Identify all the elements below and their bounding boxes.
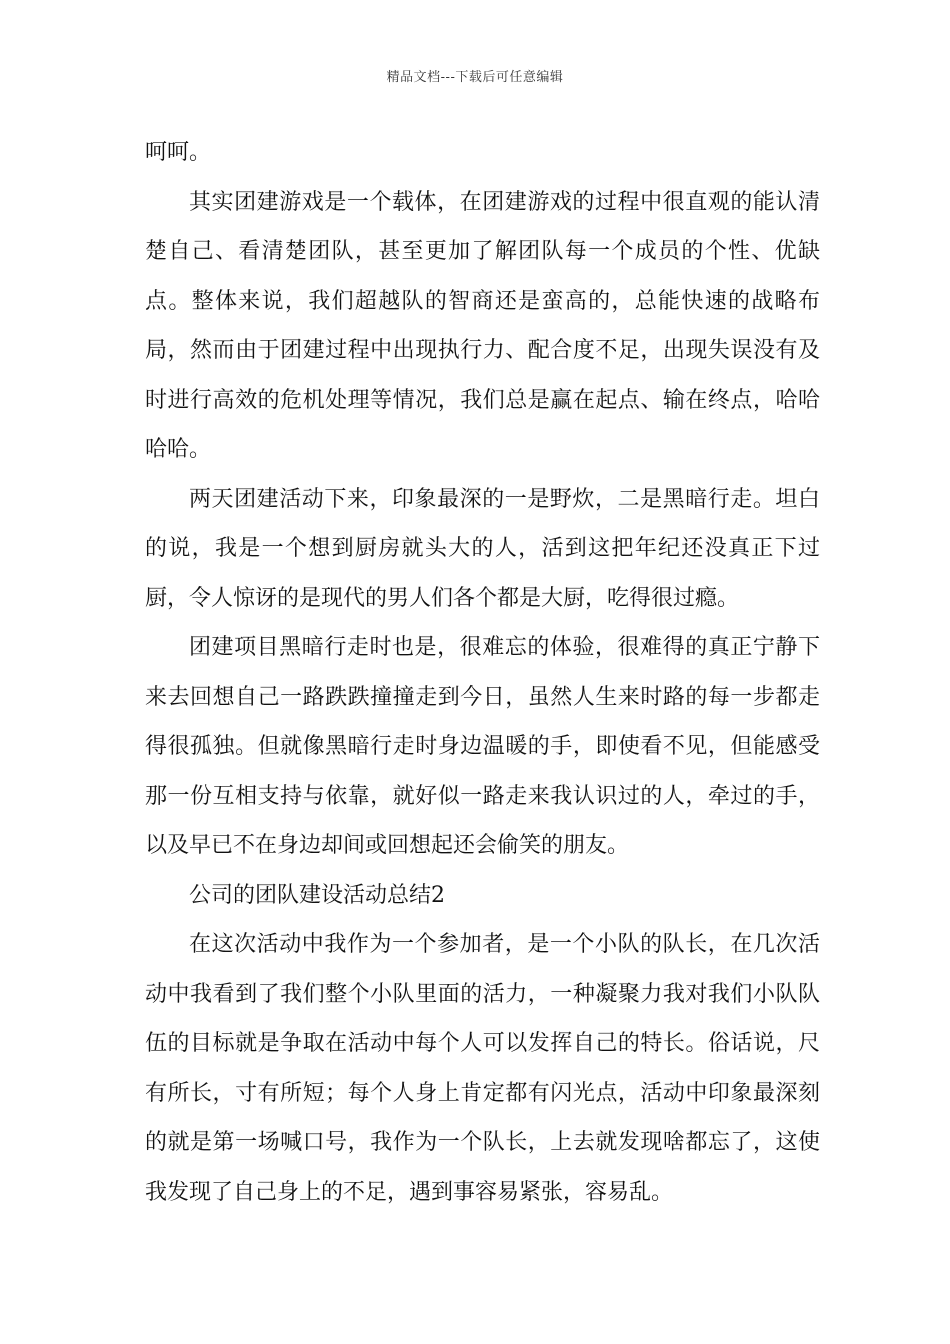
- paragraph: 其实团建游戏是一个载体，在团建游戏的过程中很直观的能认清楚自己、看清楚团队，甚至更加了解团队每一个成员的个性、优缺点。整体来说，我们超越队的智商还是蛮高的，总能快速的战略布局，然而由于团建过程中出现执行力、配合度不足，出现失误没有及时进行高效的危机处理等情况，我们总是赢在起点、输在终点，哈哈哈哈。: [145, 189, 820, 462]
- paragraph: 在这次活动中我作为一个参加者，是一个小队的队长，在几次活动中我看到了我们整个小队里面的活力，一种凝聚力我对我们小队队伍的目标就是争取在活动中每个人可以发挥自己的特长。俗话说，尺有所长，寸有所短；每个人身上肯定都有闪光点，活动中印象最深刻的就是第一场喊口号，我作为一个队长，上去就发现啥都忘了，这使我发现了自己身上的不足，遇到事容易紧张，容易乱。: [145, 932, 820, 1205]
- document-body: [145, 128, 820, 1217]
- paragraph-continuation: 呵呵。: [145, 140, 212, 165]
- paragraph: 两天团建活动下来，印象最深的一是野炊，二是黑暗行走。坦白的说，我是一个想到厨房就头大的人，活到这把年纪还没真正下过厨，令人惊讶的是现代的男人们各个都是大厨，吃得很过瘾。: [145, 486, 820, 611]
- page-header: 精品文档---下载后可任意编辑: [386, 70, 564, 85]
- section-title: 公司的团队建设活动总结2: [189, 882, 445, 908]
- paragraph: 团建项目黑暗行走时也是，很难忘的体验，很难得的真正宁静下来去回想自己一路跌跌撞撞走到今日，虽然人生来时路的每一步都走得很孤独。但就像黑暗行走时身边温暖的手，即使看不见，但能感受那一份互相支持与依靠，就好似一路走来我认识过的人，牵过的手，以及早已不在身边却间或回想起还会偷笑的朋友。: [145, 635, 820, 858]
